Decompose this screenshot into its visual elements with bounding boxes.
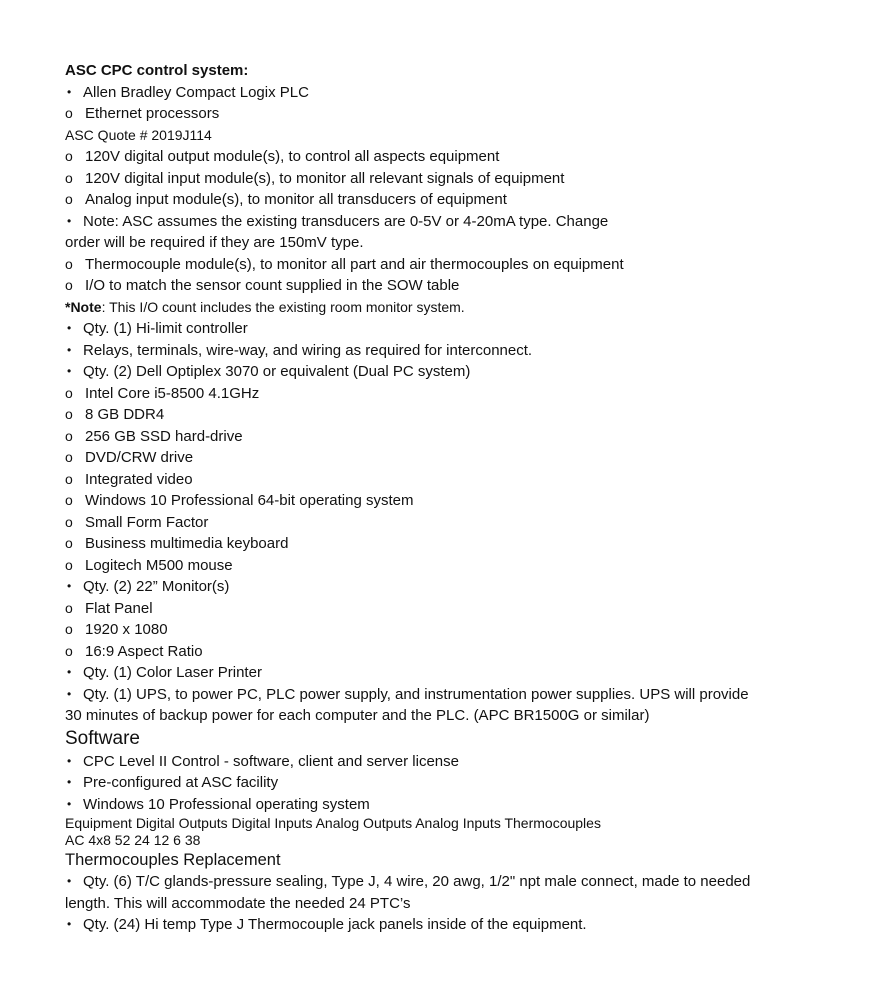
list-item: o 16:9 Aspect Ratio [65, 641, 877, 663]
list-item-continuation: 30 minutes of backup power for each computer and the PLC. (APC BR1500G or similar) [65, 707, 650, 724]
list-item: o 120V digital output module(s), to control all aspects equipment [65, 146, 877, 168]
list-item: o Analog input module(s), to monitor all transducers of equipment [65, 189, 877, 211]
circle-marker: o [65, 148, 73, 164]
bullet-marker: • [67, 665, 72, 679]
list-item: • Windows 10 Professional operating system [65, 794, 877, 816]
list-item: • CPC Level II Control - software, client and server license [65, 751, 877, 773]
list-item-continuation: order will be required if they are 150mV type. [65, 234, 364, 251]
bullet-marker: • [67, 686, 72, 701]
list-item: o Integrated video [65, 469, 877, 491]
io-table-row: AC 4x8 52 24 12 6 38 [65, 832, 201, 848]
circle-marker: o [65, 384, 73, 401]
list-item: o Thermocouple module(s), to monitor all part and air thermocouples on equipment [65, 254, 877, 276]
list-item: o I/O to match the sensor count supplied in the SOW table [65, 275, 877, 297]
io-table-header: Equipment Digital Outputs Digital Inputs Analog Outputs Analog Inputs Thermocouples [65, 815, 601, 831]
list-item: • Qty. (2) 22” Monitor(s) [65, 576, 877, 598]
circle-marker: o [65, 470, 73, 487]
list-item: o 1920 x 1080 [65, 619, 877, 641]
list-item: • Qty. (1) UPS, to power PC, PLC power supply, and instrumentation power supplies. UPS will provide [65, 684, 877, 706]
list-item: • Note: ASC assumes the existing transducers are 0-5V or 4-20mA type. Change [65, 211, 877, 233]
circle-marker: o [65, 513, 73, 530]
bullet-marker: • [67, 342, 72, 357]
bullet-marker: • [67, 84, 72, 99]
io-note: *Note : This I/O count includes the existing room monitor system. [65, 298, 465, 315]
list-item: o Business multimedia keyboard [65, 533, 877, 555]
circle-marker: o [65, 427, 73, 444]
list-item: o 256 GB SSD hard-drive [65, 426, 877, 448]
list-item: o Intel Core i5-8500 4.1GHz [65, 383, 877, 405]
circle-marker: o [65, 449, 73, 465]
bullet-marker: • [67, 579, 72, 593]
circle-marker: o [65, 492, 73, 508]
list-item: • Qty. (1) Color Laser Printer [65, 662, 877, 684]
circle-marker: o [65, 599, 73, 616]
bullet-marker: • [67, 364, 72, 378]
circle-marker: o [65, 105, 73, 121]
circle-marker: o [65, 556, 73, 573]
list-item: • Qty. (2) Dell Optiplex 3070 or equivalent (Dual PC system) [65, 361, 877, 383]
bullet-marker: • [67, 874, 72, 888]
circle-marker: o [65, 406, 73, 422]
bullet-marker: • [67, 753, 72, 768]
quote-number: ASC Quote # 2019J114 [65, 126, 212, 143]
list-item: • Allen Bradley Compact Logix PLC [65, 82, 877, 104]
document-body [0, 60, 895, 936]
circle-marker: o [65, 191, 73, 207]
bullet-marker: • [67, 775, 72, 789]
list-item: • Pre-configured at ASC facility [65, 772, 877, 794]
list-item: o Flat Panel [65, 598, 877, 620]
list-item: o Windows 10 Professional 64-bit operating system [65, 490, 877, 512]
bullet-marker: • [67, 213, 72, 228]
thermocouples-heading: Thermocouples Replacement [65, 851, 281, 869]
list-item: o Ethernet processors [65, 103, 877, 125]
list-item: • Qty. (6) T/C glands-pressure sealing, Type J, 4 wire, 20 awg, 1/2" npt male connect, made to needed [65, 871, 877, 893]
circle-marker: o [65, 642, 73, 659]
circle-marker: o [65, 535, 73, 551]
software-heading: Software [65, 727, 140, 749]
list-item: o 8 GB DDR4 [65, 404, 877, 426]
list-item: o DVD/CRW drive [65, 447, 877, 469]
circle-marker: o [65, 255, 73, 272]
list-item: • Qty. (24) Hi temp Type J Thermocouple jack panels inside of the equipment. [65, 914, 877, 936]
list-item: o Small Form Factor [65, 512, 877, 534]
circle-marker: o [65, 621, 73, 637]
list-item-continuation: length. This will accommodate the needed 24 PTC’s [65, 894, 411, 912]
list-item: o 120V digital input module(s), to monitor all relevant signals of equipment [65, 168, 877, 190]
bullet-marker: • [67, 917, 72, 931]
circle-marker: o [65, 277, 73, 293]
bullet-marker: • [67, 796, 72, 811]
bullet-marker: • [67, 321, 72, 335]
list-item: • Qty. (1) Hi-limit controller [65, 318, 877, 340]
list-item: o Logitech M500 mouse [65, 555, 877, 577]
circle-marker: o [65, 169, 73, 186]
list-item: • Relays, terminals, wire-way, and wiring as required for interconnect. [65, 340, 877, 362]
section-title: ASC CPC control system: [65, 62, 249, 79]
